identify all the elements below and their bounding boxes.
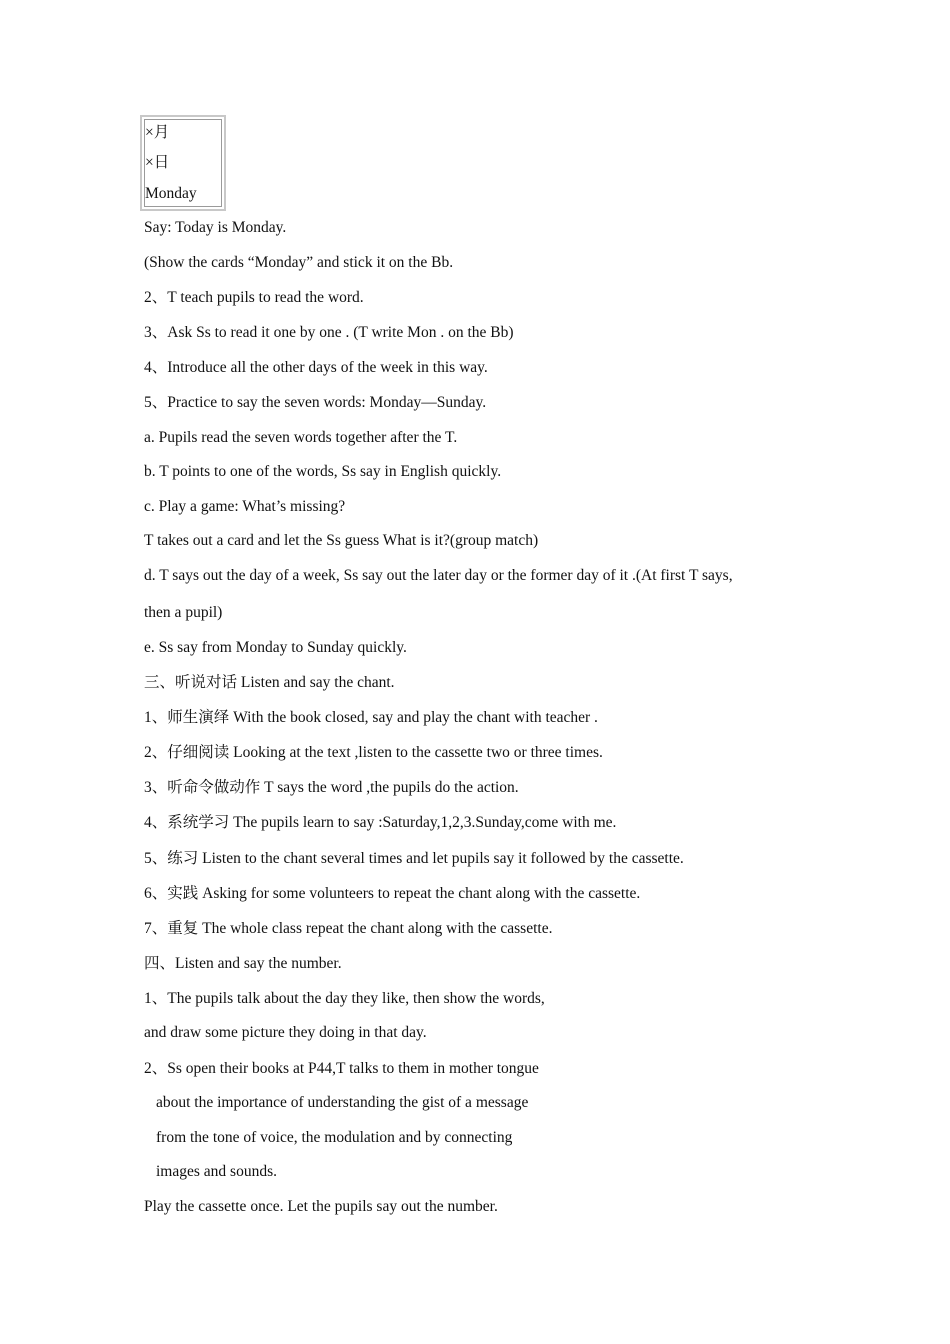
text-line: 2、Ss open their books at P44,T talks to them in mother tongue	[144, 1060, 539, 1077]
text-line: 7、重复 The whole class repeat the chant along with the cassette.	[144, 920, 553, 937]
text-line: from the tone of voice, the modulation and by connecting	[156, 1129, 513, 1146]
text-line: 2、T teach pupils to read the word.	[144, 289, 364, 306]
text-line: images and sounds.	[156, 1163, 277, 1180]
text-line: Say: Today is Monday.	[144, 219, 287, 236]
text-line: d. T says out the day of a week, Ss say out the later day or the former day of it .(At first T says,	[144, 567, 733, 584]
section-heading: 三、听说对话 Listen and say the chant.	[144, 674, 395, 691]
text-line: 3、Ask Ss to read it one by one . (T write Mon . on the Bb)	[144, 324, 514, 341]
text-line: 6、实践 Asking for some volunteers to repeat the chant along with the cassette.	[144, 885, 641, 902]
text-line: about the importance of understanding the gist of a message	[156, 1094, 529, 1111]
text-line: 4、系统学习 The pupils learn to say :Saturday,1,2,3.Sunday,come with me.	[144, 814, 617, 831]
text-line: T takes out a card and let the Ss guess What is it?(group match)	[144, 532, 539, 549]
text-line: and draw some picture they doing in that day.	[144, 1024, 427, 1041]
text-line: a. Pupils read the seven words together after the T.	[144, 429, 458, 446]
text-line: b. T points to one of the words, Ss say in English quickly.	[144, 463, 502, 480]
text-line: Play the cassette once. Let the pupils say out the number.	[144, 1198, 498, 1215]
text-line: c. Play a game: What’s missing?	[144, 498, 346, 515]
date-card	[140, 115, 226, 211]
date-card-day: ×日	[145, 154, 170, 171]
text-line: e. Ss say from Monday to Sunday quickly.	[144, 639, 407, 656]
text-line: 4、Introduce all the other days of the week in this way.	[144, 359, 488, 376]
date-card-month: ×月	[145, 124, 170, 141]
text-line: 1、The pupils talk about the day they like, then show the words,	[144, 990, 545, 1007]
text-line: 5、练习 Listen to the chant several times and let pupils say it followed by the cassette.	[144, 850, 684, 867]
text-line: (Show the cards “Monday” and stick it on the Bb.	[144, 254, 454, 271]
text-line: 2、仔细阅读 Looking at the text ,listen to the cassette two or three times.	[144, 744, 603, 761]
text-line: then a pupil)	[144, 604, 223, 621]
text-line: 1、师生演绎 With the book closed, say and play the chant with teacher .	[144, 709, 598, 726]
section-heading: 四、Listen and say the number.	[144, 955, 342, 972]
date-card-weekday: Monday	[145, 185, 197, 202]
text-line: 5、Practice to say the seven words: Monday—Sunday.	[144, 394, 487, 411]
text-line: 3、听命令做动作 T says the word ,the pupils do the action.	[144, 779, 519, 796]
